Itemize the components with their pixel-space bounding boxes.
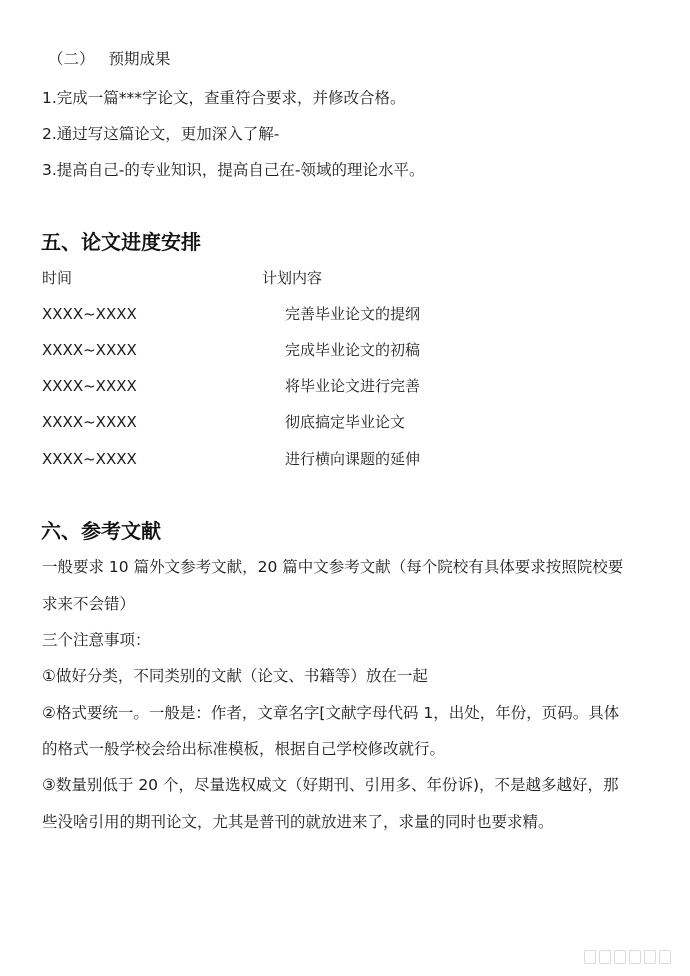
expected-results-title: 预期成果 — [108, 50, 171, 68]
references-line: 三个注意事项： — [42, 631, 151, 649]
references-line: 些没啥引用的期刊论文，尤其是普刊的就放进来了，求量的同时也要求精。 — [42, 813, 554, 831]
schedule-row-task: 彻底搞定毕业论文 — [285, 413, 406, 431]
schedule-row-task: 完善毕业论文的提纲 — [285, 305, 421, 323]
schedule-row-time: XXXX~XXXX — [42, 341, 137, 359]
references-line: 一般要求 10 篇外文参考文献，20 篇中文参考文献（每个院校有具体要求按照院校要 — [42, 558, 624, 576]
watermark-logo — [584, 948, 676, 966]
schedule-row-task: 完成毕业论文的初稿 — [285, 341, 421, 359]
schedule-row-time: XXXX~XXXX — [42, 305, 137, 323]
expected-results-heading — [48, 48, 171, 70]
expected-results-number: （二） — [48, 50, 95, 68]
schedule-col-plan: 计划内容 — [262, 269, 323, 287]
schedule-row-time: XXXX~XXXX — [42, 377, 137, 395]
references-line: 求来不会错） — [42, 595, 136, 613]
schedule-row-task: 将毕业论文进行完善 — [285, 377, 421, 395]
references-line: ③数量别低于 20 个，尽量选权威文（好期刊、引用多、年份诉)，不是越多越好，那 — [42, 776, 619, 794]
references-heading: 六、参考文献 — [41, 519, 161, 543]
schedule-row-time: XXXX~XXXX — [42, 413, 137, 431]
expected-item-1: 1.完成一篇***字论文，查重符合要求，并修改合格。 — [42, 89, 406, 107]
references-line: 的格式一般学校会给出标准模板，根据自己学校修改就行。 — [42, 740, 446, 758]
references-line: ①做好分类，不同类别的文献（论文、书籍等）放在一起 — [42, 667, 428, 685]
schedule-col-time: 时间 — [42, 269, 73, 287]
references-line: ②格式要统一。一般是：作者，文章名字[文献字母代码 1，出处，年份，页码。具体 — [42, 704, 620, 722]
schedule-row-task: 进行横向课题的延伸 — [285, 450, 421, 468]
schedule-row-time: XXXX~XXXX — [42, 450, 137, 468]
expected-item-2: 2.通过写这篇论文，更加深入了解- — [42, 125, 280, 143]
schedule-heading: 五、论文进度安排 — [41, 230, 201, 254]
expected-item-3: 3.提高自己-的专业知识，提高自己在-领域的理论水平。 — [42, 161, 425, 179]
